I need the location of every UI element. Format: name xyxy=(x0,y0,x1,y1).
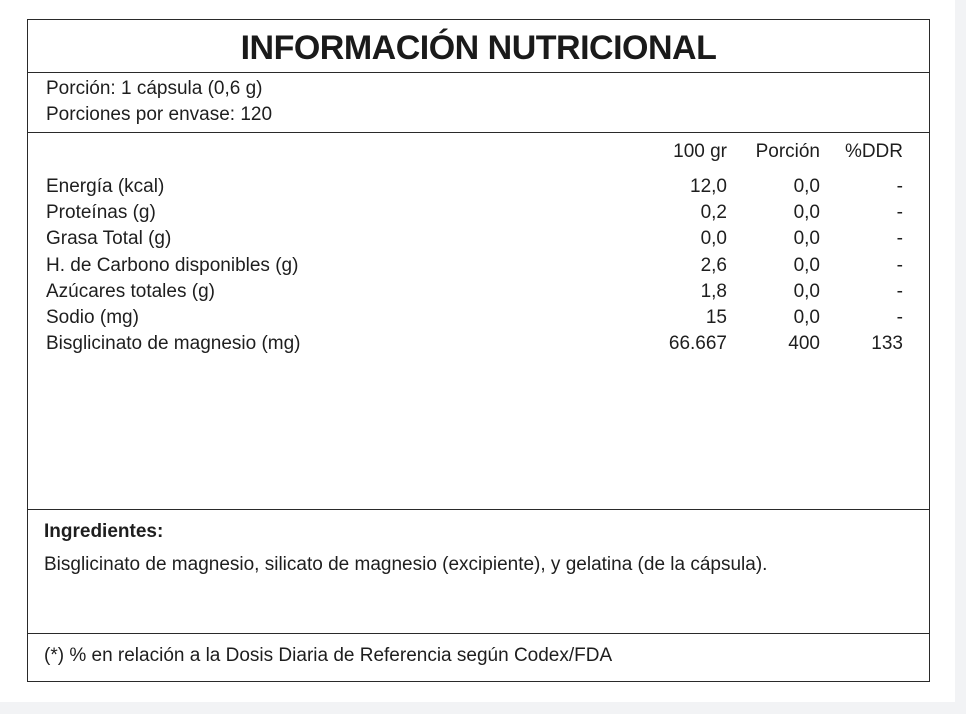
nutrient-ddr: - xyxy=(896,228,903,249)
nutrient-label: Energía (kcal) xyxy=(46,176,165,197)
nutrient-label: Bisglicinato de magnesio (mg) xyxy=(46,333,301,354)
nutrient-ddr: - xyxy=(896,255,903,276)
nutrient-ddr: - xyxy=(896,281,903,302)
nutrient-label: H. de Carbono disponibles (g) xyxy=(46,255,299,276)
nutrient-per100: 15 xyxy=(705,307,727,328)
background-strip-right xyxy=(955,0,966,714)
nutrient-ddr: 133 xyxy=(871,333,903,354)
nutrient-portion: 0,0 xyxy=(793,281,820,302)
column-header-100gr: 100 gr xyxy=(673,141,727,162)
nutrient-per100: 12,0 xyxy=(690,176,727,197)
nutrient-per100: 1,8 xyxy=(700,281,727,302)
nutrient-ddr: - xyxy=(896,176,903,197)
divider-title xyxy=(28,72,929,73)
serving-size: Porción: 1 cápsula (0,6 g) xyxy=(46,78,263,99)
ingredients-title: Ingredientes: xyxy=(44,521,164,542)
background-strip-bottom xyxy=(0,702,966,714)
ingredients-text: Bisglicinato de magnesio, silicato de magnesio (excipiente), y gelatina (de la cápsula). xyxy=(44,554,768,575)
nutrient-ddr: - xyxy=(896,307,903,328)
nutrient-per100: 0,2 xyxy=(700,202,727,223)
nutrient-portion: 0,0 xyxy=(793,228,820,249)
nutrient-label: Azúcares totales (g) xyxy=(46,281,215,302)
divider-ingredients xyxy=(28,633,929,634)
nutrient-per100: 2,6 xyxy=(700,255,727,276)
nutrient-portion: 400 xyxy=(788,333,820,354)
column-header-ddr: %DDR xyxy=(844,141,903,162)
label-title: INFORMACIÓN NUTRICIONAL xyxy=(240,29,717,67)
footnote: (*) % en relación a la Dosis Diaria de Referencia según Codex/FDA xyxy=(44,645,613,666)
nutrient-label: Grasa Total (g) xyxy=(46,228,172,249)
nutrient-portion: 0,0 xyxy=(793,176,820,197)
nutrient-portion: 0,0 xyxy=(793,202,820,223)
nutrient-portion: 0,0 xyxy=(793,255,820,276)
nutrient-label: Sodio (mg) xyxy=(46,307,139,328)
nutrition-label xyxy=(27,19,930,682)
nutrient-per100: 0,0 xyxy=(700,228,727,249)
column-header-portion: Porción xyxy=(755,141,820,162)
nutrient-label: Proteínas (g) xyxy=(46,202,156,223)
divider-table xyxy=(28,509,929,510)
nutrient-ddr: - xyxy=(896,202,903,223)
servings-per-container: Porciones por envase: 120 xyxy=(46,104,273,125)
divider-serving xyxy=(28,132,929,133)
nutrient-per100: 66.667 xyxy=(668,333,727,354)
nutrient-portion: 0,0 xyxy=(793,307,820,328)
